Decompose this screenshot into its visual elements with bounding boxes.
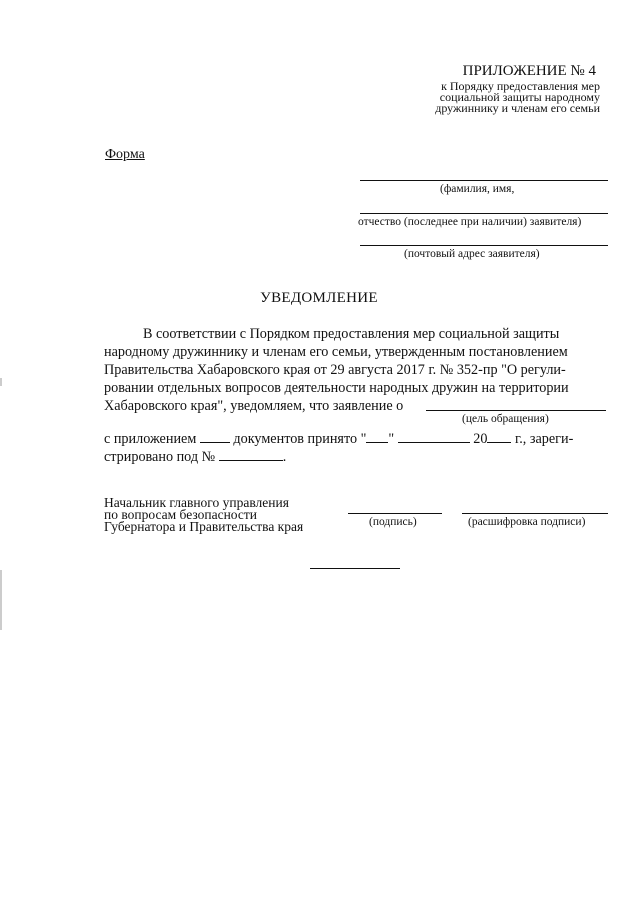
registration-line <box>104 430 573 448</box>
body-line: народному дружиннику и членам его семьи, утвержденным постановлением <box>104 344 568 360</box>
body-line: В соответствии с Порядком предоставления мер социальной защиты <box>143 326 560 342</box>
document-title: УВЕДОМЛЕНИЕ <box>260 290 378 306</box>
appendix-subtitle-line: дружиннику и членам его семьи <box>435 101 600 115</box>
decoding-line <box>462 513 608 514</box>
applicant-name-line <box>360 180 608 181</box>
day-blank[interactable] <box>366 430 388 443</box>
patronymic-caption: отчество (последнее при наличии) заявителя) <box>358 216 582 228</box>
applicant-patronymic-line <box>360 213 608 214</box>
appendix-title: ПРИЛОЖЕНИЕ № 4 <box>462 63 596 79</box>
registered-under-text: стрировано под № <box>104 449 216 465</box>
quote-close: " <box>388 431 395 447</box>
year-prefix: 20 <box>473 431 488 447</box>
registration-number-blank[interactable] <box>219 448 283 461</box>
body-line: ровании отдельных вопросов деятельности народных дружин на территории <box>104 380 569 396</box>
address-caption: (почтовый адрес заявителя) <box>404 248 540 260</box>
registration-number-line <box>104 448 286 466</box>
year-blank[interactable] <box>487 430 511 443</box>
form-label: Форма <box>105 147 145 162</box>
registered-text: г., зареги- <box>515 431 574 447</box>
accepted-text: документов принято " <box>233 431 367 447</box>
purpose-line <box>426 410 606 411</box>
attachments-text: с приложением <box>104 431 197 447</box>
decoding-caption: (расшифровка подписи) <box>468 516 586 528</box>
month-blank[interactable] <box>398 430 470 443</box>
official-position-line: Губернатора и Правительства края <box>104 519 304 534</box>
closing-rule <box>310 568 400 569</box>
scan-edge-mark <box>0 378 2 386</box>
applicant-address-line <box>360 245 608 246</box>
body-line: Правительства Хабаровского края от 29 августа 2017 г. № 352-пр "О регули- <box>104 362 566 378</box>
official-position-line: по вопросам безопасности <box>104 507 257 522</box>
period: . <box>282 449 287 465</box>
scan-edge-mark <box>0 570 2 630</box>
appendix-subtitle-line: к Порядку предоставления мер <box>441 79 600 93</box>
signature-caption: (подпись) <box>369 516 417 528</box>
appendix-subtitle-line: социальной защиты народному <box>439 90 600 104</box>
signature-line <box>348 513 442 514</box>
attachments-count-blank[interactable] <box>200 430 230 443</box>
body-line: Хабаровского края", уведомляем, что заявление о <box>104 398 404 414</box>
purpose-caption: (цель обращения) <box>462 413 549 425</box>
name-caption: (фамилия, имя, <box>440 183 515 195</box>
official-position-line: Начальник главного управления <box>104 495 289 510</box>
